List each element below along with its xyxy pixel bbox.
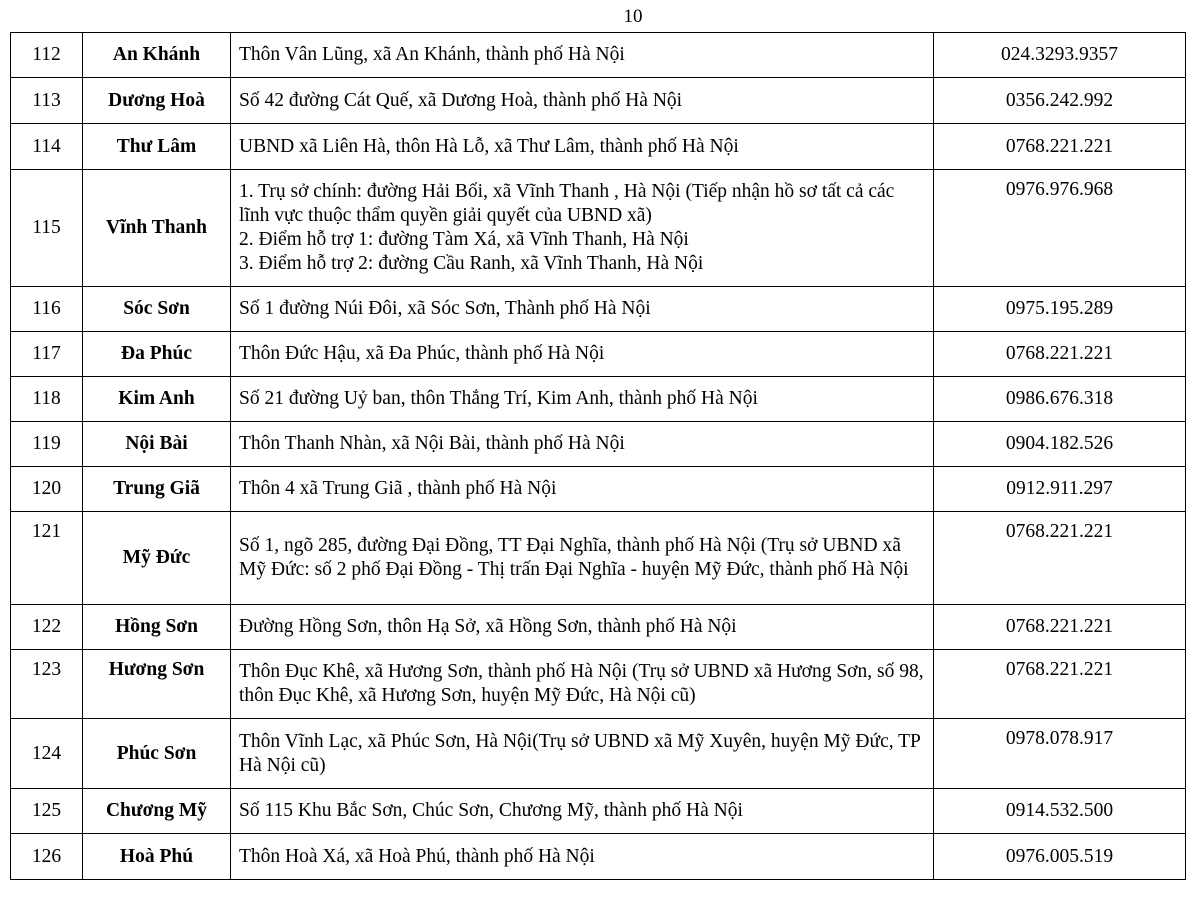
table-row (11, 512, 1186, 605)
row-number: 120 (11, 467, 83, 512)
table-row (11, 377, 1186, 422)
phone-number: 0912.911.297 (934, 467, 1186, 512)
row-number: 117 (11, 332, 83, 377)
table-row (11, 789, 1186, 834)
row-number: 122 (11, 605, 83, 650)
table-row (11, 287, 1186, 332)
row-number: 124 (11, 719, 83, 789)
commune-name: Dương Hoà (83, 78, 231, 124)
address: Số 42 đường Cát Quế, xã Dương Hoà, thành phố Hà Nội (231, 78, 934, 124)
table-row (11, 422, 1186, 467)
row-number: 123 (11, 650, 83, 719)
table-row (11, 605, 1186, 650)
address: Thôn Đục Khê, xã Hương Sơn, thành phố Hà Nội (Trụ sở UBND xã Hương Sơn, số 98, thôn Đục Khê, xã Hương Sơn, huyện Mỹ Đức, Hà Nội cũ) (231, 650, 934, 719)
table-row (11, 33, 1186, 78)
address: Thôn Vĩnh Lạc, xã Phúc Sơn, Hà Nội(Trụ sở UBND xã Mỹ Xuyên, huyện Mỹ Đức, TP Hà Nội cũ) (231, 719, 934, 789)
phone-number: 0768.221.221 (934, 650, 1186, 719)
commune-name: Đa Phúc (83, 332, 231, 377)
commune-name: Chương Mỹ (83, 789, 231, 834)
phone-number: 024.3293.9357 (934, 33, 1186, 78)
address: Thôn Vân Lũng, xã An Khánh, thành phố Hà Nội (231, 33, 934, 78)
phone-number: 0975.195.289 (934, 287, 1186, 332)
row-number: 125 (11, 789, 83, 834)
phone-number: 0978.078.917 (934, 719, 1186, 789)
table-row (11, 78, 1186, 124)
page-number: 10 (623, 6, 643, 27)
phone-number: 0904.182.526 (934, 422, 1186, 467)
phone-number: 0976.005.519 (934, 834, 1186, 880)
table-row (11, 170, 1186, 287)
row-number: 121 (11, 512, 83, 605)
row-number: 113 (11, 78, 83, 124)
table-row (11, 467, 1186, 512)
phone-number: 0768.221.221 (934, 605, 1186, 650)
table-row (11, 332, 1186, 377)
address: Thôn Đức Hậu, xã Đa Phúc, thành phố Hà Nội (231, 332, 934, 377)
phone-number: 0986.676.318 (934, 377, 1186, 422)
address-line: 2. Điểm hỗ trợ 1: đường Tàm Xá, xã Vĩnh Thanh, Hà Nội (239, 229, 689, 250)
address: Thôn Thanh Nhàn, xã Nội Bài, thành phố Hà Nội (231, 422, 934, 467)
row-number: 116 (11, 287, 83, 332)
row-number: 112 (11, 33, 83, 78)
commune-name: Hồng Sơn (83, 605, 231, 650)
table-row (11, 834, 1186, 880)
phone-number: 0356.242.992 (934, 78, 1186, 124)
commune-name: An Khánh (83, 33, 231, 78)
row-number: 126 (11, 834, 83, 880)
address: Thôn Hoà Xá, xã Hoà Phú, thành phố Hà Nội (231, 834, 934, 880)
table-row (11, 124, 1186, 170)
row-number: 115 (11, 170, 83, 287)
row-number: 119 (11, 422, 83, 467)
commune-name: Thư Lâm (83, 124, 231, 170)
commune-name: Kim Anh (83, 377, 231, 422)
row-number: 114 (11, 124, 83, 170)
table-row (11, 650, 1186, 719)
address (231, 170, 934, 287)
office-table (10, 32, 1186, 880)
table-row (11, 719, 1186, 789)
address: Đường Hồng Sơn, thôn Hạ Sở, xã Hồng Sơn, thành phố Hà Nội (231, 605, 934, 650)
address: UBND xã Liên Hà, thôn Hà Lỗ, xã Thư Lâm, thành phố Hà Nội (231, 124, 934, 170)
commune-name: Mỹ Đức (83, 512, 231, 605)
address-line: 3. Điểm hỗ trợ 2: đường Cầu Ranh, xã Vĩnh Thanh, Hà Nội (239, 253, 704, 274)
commune-name: Sóc Sơn (83, 287, 231, 332)
phone-number: 0914.532.500 (934, 789, 1186, 834)
row-number: 118 (11, 377, 83, 422)
commune-name: Hoà Phú (83, 834, 231, 880)
address: Số 115 Khu Bắc Sơn, Chúc Sơn, Chương Mỹ, thành phố Hà Nội (231, 789, 934, 834)
commune-name: Phúc Sơn (83, 719, 231, 789)
address: Số 21 đường Uỷ ban, thôn Thắng Trí, Kim Anh, thành phố Hà Nội (231, 377, 934, 422)
commune-name: Vĩnh Thanh (83, 170, 231, 287)
phone-number: 0768.221.221 (934, 512, 1186, 605)
commune-name: Hương Sơn (83, 650, 231, 719)
address: Thôn 4 xã Trung Giã , thành phố Hà Nội (231, 467, 934, 512)
commune-name: Trung Giã (83, 467, 231, 512)
address: Số 1 đường Núi Đôi, xã Sóc Sơn, Thành phố Hà Nội (231, 287, 934, 332)
address: Số 1, ngõ 285, đường Đại Đồng, TT Đại Nghĩa, thành phố Hà Nội (Trụ sở UBND xã Mỹ Đức: số 2 phố Đại Đồng - Thị trấn Đại Nghĩa - huyện Mỹ Đức, thành phố Hà Nội (231, 512, 934, 605)
phone-number: 0976.976.968 (934, 170, 1186, 287)
commune-name: Nội Bài (83, 422, 231, 467)
phone-number: 0768.221.221 (934, 124, 1186, 170)
address-line: 1. Trụ sở chính: đường Hải Bối, xã Vĩnh Thanh , Hà Nội (Tiếp nhận hồ sơ tất cả các lĩnh vực thuộc thẩm quyền giải quyết của UBND xã) (239, 181, 895, 226)
phone-number: 0768.221.221 (934, 332, 1186, 377)
